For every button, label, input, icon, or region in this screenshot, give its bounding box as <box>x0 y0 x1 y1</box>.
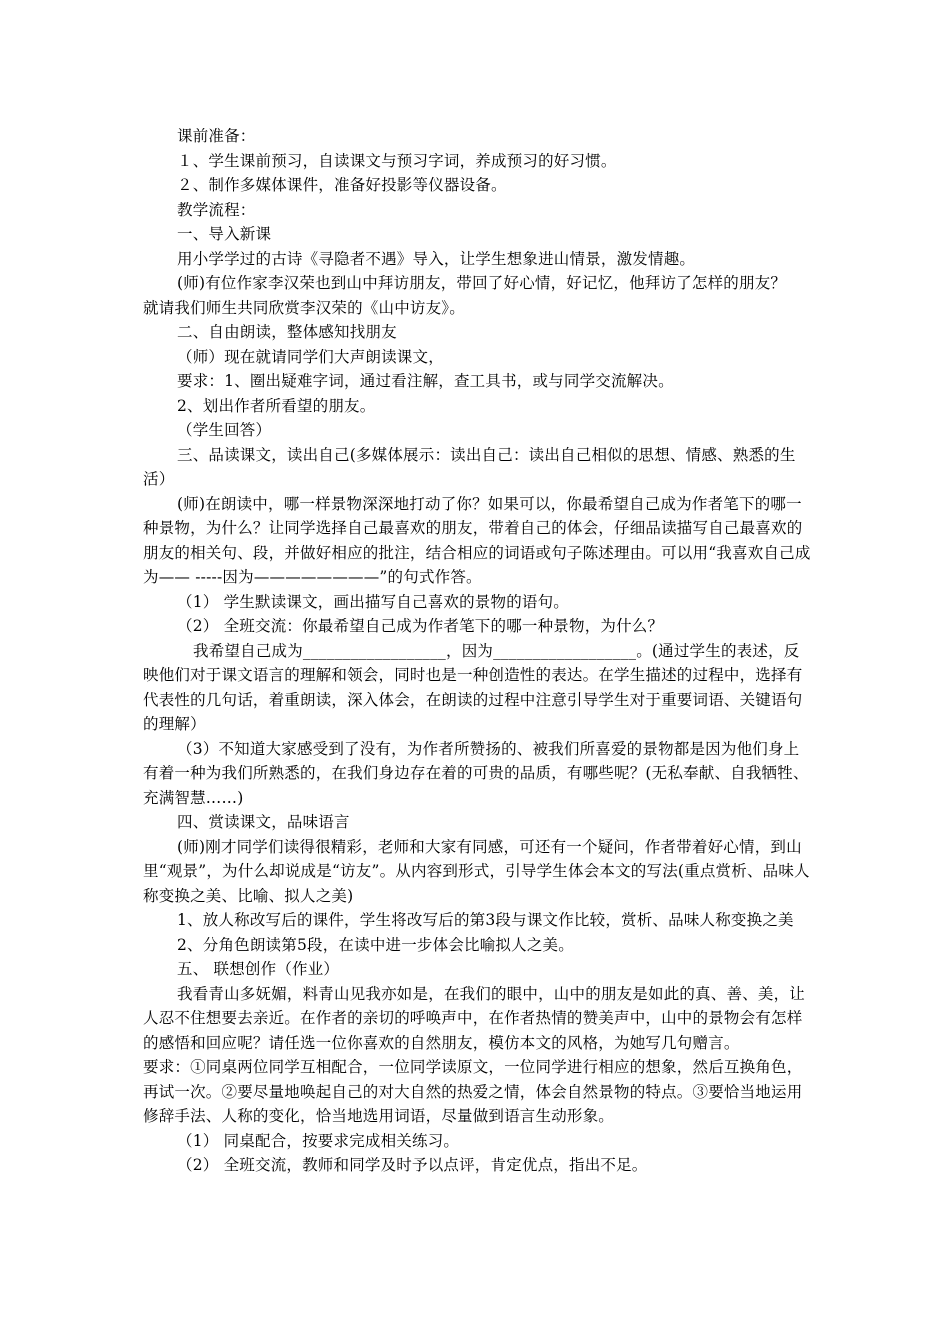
paragraph-student-answer: （学生回答） <box>177 421 272 439</box>
paragraph-flow-heading: 教学流程： <box>177 200 256 219</box>
paragraph-teacher-read-aloud: （师）现在就请同学们大声朗读课文， <box>177 347 444 366</box>
paragraph-creation-intro: 我看青山多妩媚，料青山见我亦如是，在我们的眼中，山中的朋友是如此的真、善、美，让人忍不住想要去亲近。在作者的亲切的呼唤声中，在作者热情的赞美声中，山中的景物会有怎样的感悟和回应呢？请任选一位你喜欢的自然朋友，模仿本文的风格，为她写几句赠言。 <box>143 984 806 1052</box>
paragraph-section-4-heading: 四、赏读课文，品味语言 <box>177 813 350 831</box>
paragraph-section-5-heading: 五、 联想创作（作业） <box>177 960 340 978</box>
paragraph-section-3-heading: 三、品读课文，读出自己(多媒体展示：读出自己：读出自己相似的思想、情感、熟悉的生活） <box>143 445 796 488</box>
paragraph-step-1: （1） 学生默读课文，画出描写自己喜欢的景物的语句。 <box>177 592 569 611</box>
paragraph-activity-1: 1、放人称改写后的课件，学生将改写后的第3段与课文作比较，赏析、品味人称变换之美 <box>177 911 794 929</box>
paragraph-teacher-appreciation: (师)刚才同学们读得很精彩，老师和大家有同感，可还有一个疑问，作者带着好心情，到山里“观景”，为什么却说成是“访友”。从内容到形式，引导学生体会本文的写法(重点赏析、品味人称变换之美、比喻、拟人之美) <box>143 837 810 905</box>
paragraph-step-3: （3）不知道大家感受到了没有，为作者所赞扬的、被我们所喜爱的景物都是因为他们身上有着一种为我们所熟悉的，在我们身边存在着的可贵的品质，有哪些呢？(无私奉献、自我牺牲、充满智慧……) <box>143 739 809 807</box>
paragraph-requirement-2: 2、划出作者所看望的朋友。 <box>177 396 376 415</box>
paragraph-section-1-intro: 用小学学过的古诗《寻隐者不遇》导入，让学生想象进山情景，激发情趣。 <box>177 249 696 268</box>
paragraph-step-2: （2） 全班交流：你最希望自己成为作者笔下的哪一种景物，为什么？ <box>177 617 664 635</box>
paragraph-prep-heading: 课前准备： <box>177 127 256 145</box>
paragraph-activity-2: 2、分角色朗读第5段，在读中进一步体会比喻拟人之美。 <box>177 935 574 954</box>
paragraph-fill-in: 我希望自己成为__________________，因为__________________。(通过学生的表述，反映他们对于课文语言的理解和领会，同时也是一种创造性的表达。在学生描述的过程中，选择有代表性的几句话，着重朗读，深入体会，在朗读的过程中注意引导学生对于重要词语、关键语句的理解） <box>143 641 803 733</box>
paragraph-prep-2: ２、制作多媒体课件，准备好投影等仪器设备。 <box>177 176 507 194</box>
paragraph-section-2-heading: 二、自由朗读，整体感知找朋友 <box>177 323 397 341</box>
paragraph-pair-work: （1） 同桌配合，按要求完成相关练习。 <box>177 1131 460 1150</box>
document-body <box>143 124 811 1178</box>
paragraph-teacher-prompt: (师)在朗读中，哪一样景物深深地打动了你？如果可以，你最希望自己成为作者笔下的哪一种景物，为什么？让同学选择自己最喜欢的朋友，带着自己的体会，仔细品读描写自己最喜欢的朋友的相关句、段，并做好相应的批注，结合相应的词语或句子陈述理由。可以用“我喜欢自己成为—— -----因为————————”的句式作答。 <box>143 494 811 586</box>
paragraph-requirement-1: 要求：1、圈出疑难字词，通过看注解，查工具书，或与同学交流解决。 <box>177 372 674 390</box>
paragraph-teacher-question: (师)有位作家李汉荣也到山中拜访朋友，带回了好心情，好记忆，他拜访了怎样的朋友？ <box>177 274 787 292</box>
paragraph-creation-requirements: 要求：①同桌两位同学互相配合，一位同学读原文，一位同学进行相应的想象，然后互换角色，再试一次。②要尽量地唤起自己的对大自然的热爱之情，体会自然景物的特点。③要恰当地运用修辞手法、人称的变化，恰当地选用词语，尽量做到语言生动形象。 <box>143 1058 803 1125</box>
paragraph-prep-1: １、学生课前预习，自读课文与预习字词，养成预习的好习惯。 <box>177 151 617 170</box>
paragraph-section-1-heading: 一、导入新课 <box>177 225 272 243</box>
paragraph-teacher-question-cont: 就请我们师生共同欣赏李汉荣的《山中访友》。 <box>143 298 465 317</box>
paragraph-class-exchange: （2） 全班交流，教师和同学及时予以点评，肯定优点，指出不足。 <box>177 1156 648 1174</box>
